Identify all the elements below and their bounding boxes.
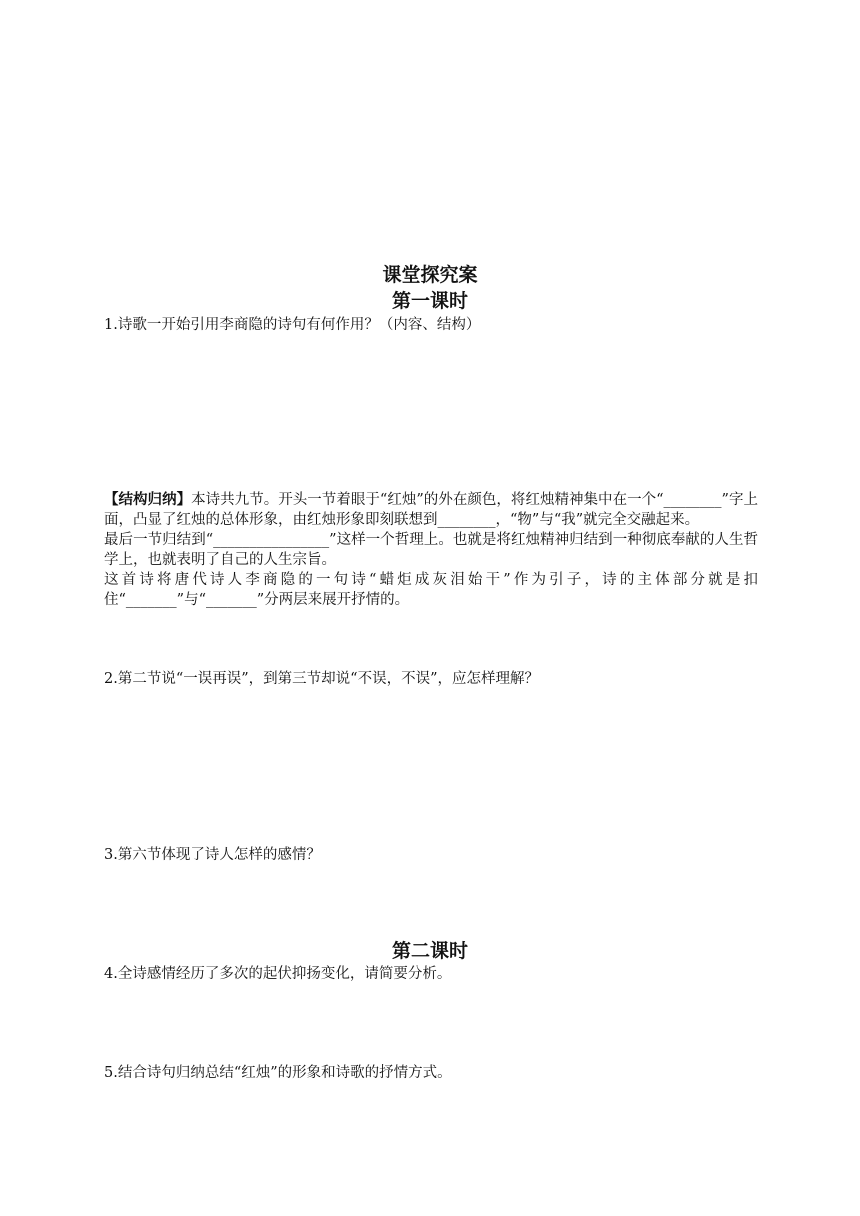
question-5: 5.结合诗句归纳总结“红烛”的形象和诗歌的抒情方式。 bbox=[104, 1065, 452, 1081]
lesson-one-heading: 第一课时 bbox=[391, 290, 468, 312]
question-2: 2.第二节说“一误再误”，到第三节却说“不误，不误”，应怎样理解？ bbox=[104, 671, 539, 687]
summary-line-3: 这首诗将唐代诗人李商隐的一句诗“蜡炬成灰泪始干”作为引子，诗的主体部分就是扣住“_______”与“_______”分两层来展开抒情的。 bbox=[104, 572, 758, 608]
summary-line-2: 最后一节归结到“________________”这样一个哲理上。也就是将红烛精神归结到一种彻底奉献的人生哲学上，也就表明了自己的人生宗旨。 bbox=[104, 532, 758, 568]
summary-label: 【结构归纳】 bbox=[104, 491, 192, 508]
lesson-two-heading: 第二课时 bbox=[391, 940, 468, 962]
question-4: 4.全诗感情经历了多次的起伏抑扬变化，请简要分析。 bbox=[104, 966, 452, 982]
question-1: 1.诗歌一开始引用李商隐的诗句有何作用？（内容、结构） bbox=[104, 317, 481, 333]
structure-summary bbox=[104, 490, 758, 610]
page-title: 课堂探究案 bbox=[382, 264, 478, 286]
summary-line-1: 本诗共九节。开头一节着眼于“红烛”的外在颜色，将红烛精神集中在一个“________”字上面，凸显了红烛的总体形象，由红烛形象即刻联想到________，“物”与“我”就完全交融起来。 bbox=[104, 492, 758, 528]
question-3: 3.第六节体现了诗人怎样的感情？ bbox=[104, 847, 321, 863]
